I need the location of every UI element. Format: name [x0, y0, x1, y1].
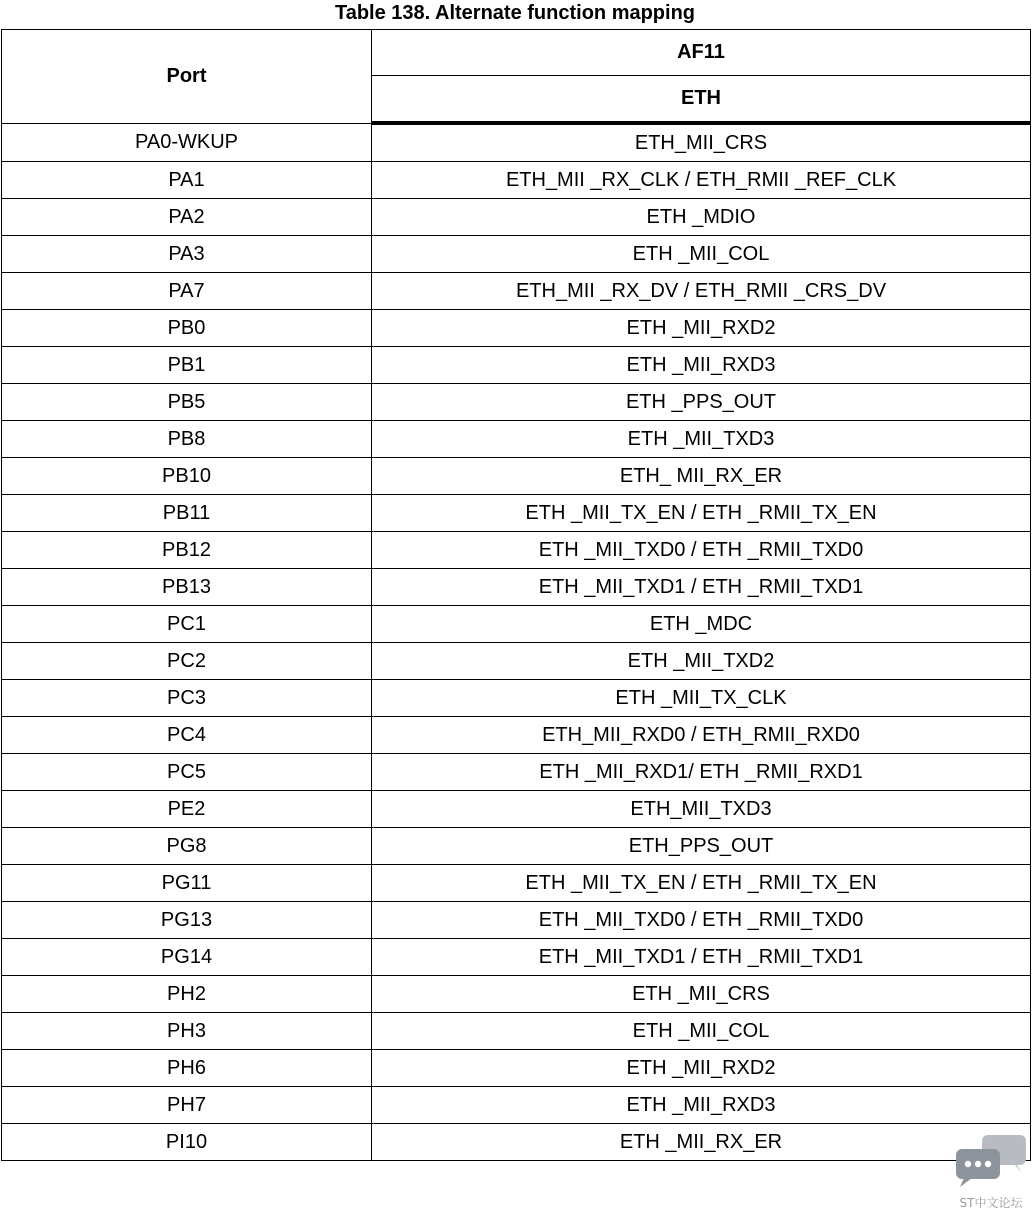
port-cell: PB13 — [2, 569, 372, 606]
port-cell: PC4 — [2, 717, 372, 754]
port-cell: PG13 — [2, 902, 372, 939]
af-column-header: AF11 — [372, 30, 1031, 76]
table-body — [2, 123, 1031, 1161]
function-cell: ETH _MII_TXD1 / ETH _RMII_TXD1 — [372, 939, 1031, 976]
function-cell: ETH _MII_COL — [372, 1013, 1031, 1050]
function-cell: ETH _MII_TXD0 / ETH _RMII_TXD0 — [372, 532, 1031, 569]
chat-bubbles-icon — [956, 1133, 1028, 1189]
function-cell: ETH _MII_TX_CLK — [372, 680, 1031, 717]
port-cell: PA3 — [2, 236, 372, 273]
table-row — [2, 495, 1031, 532]
function-cell: ETH _MII_RXD1/ ETH _RMII_RXD1 — [372, 754, 1031, 791]
table-row — [2, 273, 1031, 310]
port-cell: PC2 — [2, 643, 372, 680]
function-cell: ETH _MII_TX_EN / ETH _RMII_TX_EN — [372, 495, 1031, 532]
port-cell: PB12 — [2, 532, 372, 569]
table-row — [2, 162, 1031, 199]
port-cell: PB10 — [2, 458, 372, 495]
alternate-function-table — [1, 29, 1031, 1161]
port-column-header: Port — [2, 30, 372, 124]
eth-group-header: ETH — [372, 76, 1031, 124]
port-cell: PG14 — [2, 939, 372, 976]
table-row — [2, 680, 1031, 717]
table-row — [2, 717, 1031, 754]
port-cell: PA7 — [2, 273, 372, 310]
table-row — [2, 1013, 1031, 1050]
port-cell: PB0 — [2, 310, 372, 347]
port-cell: PG11 — [2, 865, 372, 902]
table-row — [2, 569, 1031, 606]
port-cell: PH6 — [2, 1050, 372, 1087]
table-row — [2, 532, 1031, 569]
function-cell: ETH_MII _RX_CLK / ETH_RMII _REF_CLK — [372, 162, 1031, 199]
port-cell: PE2 — [2, 791, 372, 828]
table-row — [2, 1050, 1031, 1087]
table-row — [2, 902, 1031, 939]
port-cell: PH7 — [2, 1087, 372, 1124]
port-cell: PC3 — [2, 680, 372, 717]
table-row — [2, 865, 1031, 902]
port-cell: PH3 — [2, 1013, 372, 1050]
table-row — [2, 606, 1031, 643]
port-cell: PI10 — [2, 1124, 372, 1161]
function-cell: ETH_PPS_OUT — [372, 828, 1031, 865]
table-row — [2, 754, 1031, 791]
table-row — [2, 976, 1031, 1013]
port-cell: PB11 — [2, 495, 372, 532]
watermark — [954, 1133, 1028, 1211]
table-row — [2, 236, 1031, 273]
function-cell: ETH_MII_TXD3 — [372, 791, 1031, 828]
port-cell: PB1 — [2, 347, 372, 384]
table-row — [2, 421, 1031, 458]
table-row — [2, 828, 1031, 865]
port-cell: PH2 — [2, 976, 372, 1013]
port-cell: PA2 — [2, 199, 372, 236]
function-cell: ETH _MII_RX_ER — [372, 1124, 1031, 1161]
function-cell: ETH _MII_RXD3 — [372, 1087, 1031, 1124]
table-header — [2, 30, 1031, 124]
function-cell: ETH _MDIO — [372, 199, 1031, 236]
function-cell: ETH _MDC — [372, 606, 1031, 643]
function-cell: ETH _PPS_OUT — [372, 384, 1031, 421]
function-cell: ETH _MII_TX_EN / ETH _RMII_TX_EN — [372, 865, 1031, 902]
function-cell: ETH _MII_TXD3 — [372, 421, 1031, 458]
table-row — [2, 310, 1031, 347]
table-row — [2, 791, 1031, 828]
function-cell: ETH_MII_CRS — [372, 123, 1031, 162]
function-cell: ETH_ MII_RX_ER — [372, 458, 1031, 495]
table-row — [2, 347, 1031, 384]
table-row — [2, 458, 1031, 495]
watermark-text: ST中文论坛 — [959, 1196, 1023, 1210]
port-cell: PB5 — [2, 384, 372, 421]
function-cell: ETH _MII_TXD0 / ETH _RMII_TXD0 — [372, 902, 1031, 939]
port-cell: PC1 — [2, 606, 372, 643]
function-cell: ETH _MII_RXD2 — [372, 1050, 1031, 1087]
function-cell: ETH _MII_TXD2 — [372, 643, 1031, 680]
table-caption: Table 138. Alternate function mapping — [334, 2, 696, 24]
function-cell: ETH _MII_TXD1 / ETH _RMII_TXD1 — [372, 569, 1031, 606]
port-cell: PB8 — [2, 421, 372, 458]
port-cell: PA0-WKUP — [2, 123, 372, 162]
function-cell: ETH_MII _RX_DV / ETH_RMII _CRS_DV — [372, 273, 1031, 310]
port-cell: PC5 — [2, 754, 372, 791]
table-row — [2, 384, 1031, 421]
function-cell: ETH _MII_RXD2 — [372, 310, 1031, 347]
function-cell: ETH _MII_RXD3 — [372, 347, 1031, 384]
port-cell: PA1 — [2, 162, 372, 199]
table-row — [2, 1087, 1031, 1124]
table-row — [2, 643, 1031, 680]
function-cell: ETH _MII_COL — [372, 236, 1031, 273]
table-row — [2, 123, 1031, 162]
table-row — [2, 199, 1031, 236]
function-cell: ETH _MII_CRS — [372, 976, 1031, 1013]
port-cell: PG8 — [2, 828, 372, 865]
table-row — [2, 939, 1031, 976]
table-row — [2, 1124, 1031, 1161]
function-cell: ETH_MII_RXD0 / ETH_RMII_RXD0 — [372, 717, 1031, 754]
